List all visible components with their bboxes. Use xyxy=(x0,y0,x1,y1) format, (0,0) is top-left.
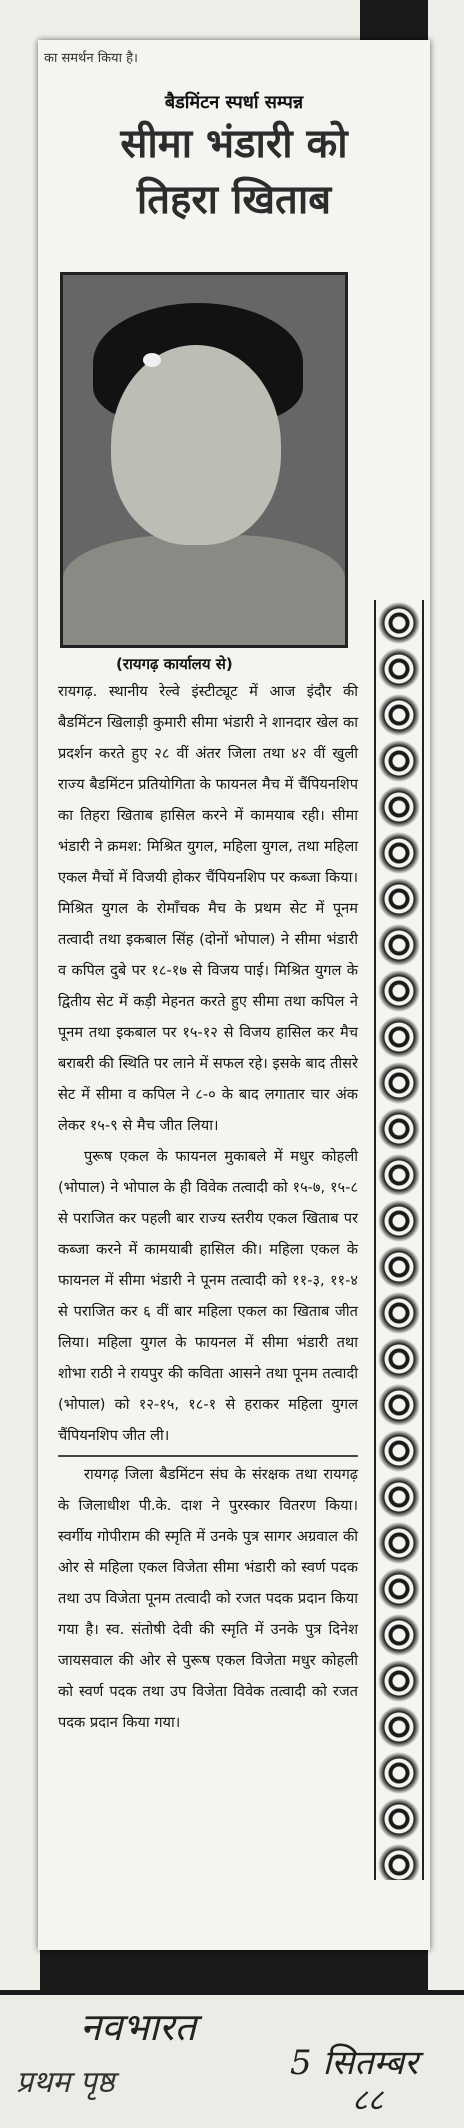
photo-face xyxy=(111,345,281,545)
photo-hair-clip xyxy=(143,353,161,367)
news-clipping xyxy=(38,40,430,1950)
article-kicker: बैडमिंटन स्पर्धा सम्पन्न xyxy=(164,92,304,113)
article-paragraph-2: पुरूष एकल के फायनल मुकाबले में मधुर कोहली (भोपाल) ने भोपाल के ही विवेक तत्वादी को १५-७, १५-८ से पराजित कर पहली बार राज्य स्तरीय एकल खिताब पर कब्जा करने में कामयाबी हासिल की। महिला एकल के फायनल में सीमा भंडारी ने पूनम तत्वादी को ११-३, ११-४ से पराजित कर ६ वीं बार महिला एकल का खिताब जीत लिया। महिला युगल के फायनल में सीमा भंडारी तथा शोभा राठी ने रायपुर की कविता आसने तथा पूनम तत्वादी (भोपाल) को १२-१५, १८-१ से हराकर महिला युगल चैंपियनशिप जीत ली। xyxy=(58,1148,358,1444)
background-clipping-right xyxy=(428,0,464,1990)
background-clipping-top xyxy=(30,0,360,44)
handwritten-paper-name: नवभारत xyxy=(80,2005,196,2049)
article-headline xyxy=(48,116,420,228)
headline-line-1: सीमा भंडारी को xyxy=(120,121,348,167)
previous-article-caption: का समर्थन किया है। xyxy=(44,51,138,66)
handwritten-date: 5 सितम्बर xyxy=(290,2043,418,2083)
article-body xyxy=(58,676,358,1738)
decorative-border xyxy=(374,600,424,1880)
handwritten-edition: प्रथम पृष्ठ xyxy=(16,2065,115,2100)
photo-shoulders xyxy=(63,535,345,645)
photo-credit: (रायगढ़ कार्यालय से) xyxy=(116,655,233,673)
paragraph-divider xyxy=(58,1455,358,1457)
background-clipping-left xyxy=(0,0,40,1990)
headline-line-2: तिहरा खिताब xyxy=(136,177,332,223)
article-paragraph-1: रायगढ़. स्थानीय रेल्वे इंस्टीट्यूट में आज इंदौर की बैडमिंटन खिलाड़ी कुमारी सीमा भंडारी ने शानदार खेल का प्रदर्शन करते हुए २८ वीं अंतर जिला तथा ४२ वीं खुली राज्य बैडमिंटन प्रतियोगिता के फायनल मैच में चैंपियनशिप का तिहरा खिताब हासिल करने में कामयाब रही। सीमा भंडारी ने क्रमश: मिश्रित युगल, महिला युगल, तथा महिला एकल मैचों में विजयी होकर चैंपियनशिप पर कब्जा किया। मिश्रित युगल के रोमाँचक मैच के प्रथम सेट में पूनम तत्वादी तथा इकबाल सिंह (दोनों भोपाल) ने सीमा भंडारी व कपिल दुबे पर १८-१७ से विजय पाई। मिश्रित युगल के द्वितीय सेट में कड़ी मेहनत करते हुए सीमा तथा कपिल ने पूनम तथा इकबाल पर १५-१२ से विजय हासिल कर मैच बराबरी की स्थिति पर लाने में सफल रहे। इसके बाद तीसरे सेट में सीमा व कपिल ने ८-० के बाद लगातार चार अंक लेकर १५-९ से मैच जीत लिया। xyxy=(58,683,358,1134)
article-paragraph-3: रायगढ़ जिला बैडमिंटन संघ के संरक्षक तथा रायगढ़ के जिलाधीश पी.के. दाश ने पुरस्कार वितरण किया। स्वर्गीय गोपीराम की स्मृति में उनके पुत्र सागर अग्रवाल की ओर से महिला एकल विजेता सीमा भंडारी को स्वर्ण पदक तथा उप विजेता पूनम तत्वादी को रजत पदक प्रदान किया गया है। स्व. संतोषी देवी की स्मृति में उनके पुत्र दिनेश जायसवाल की ओर से पुरूष एकल विजेता मधुर कोहली को स्वर्ण पदक तथा उप विजेता विवेक तत्वादी को रजत पदक प्रदान किया गया। xyxy=(58,1466,358,1731)
handwritten-year: ८८ xyxy=(352,2083,384,2118)
player-photo xyxy=(60,272,348,648)
